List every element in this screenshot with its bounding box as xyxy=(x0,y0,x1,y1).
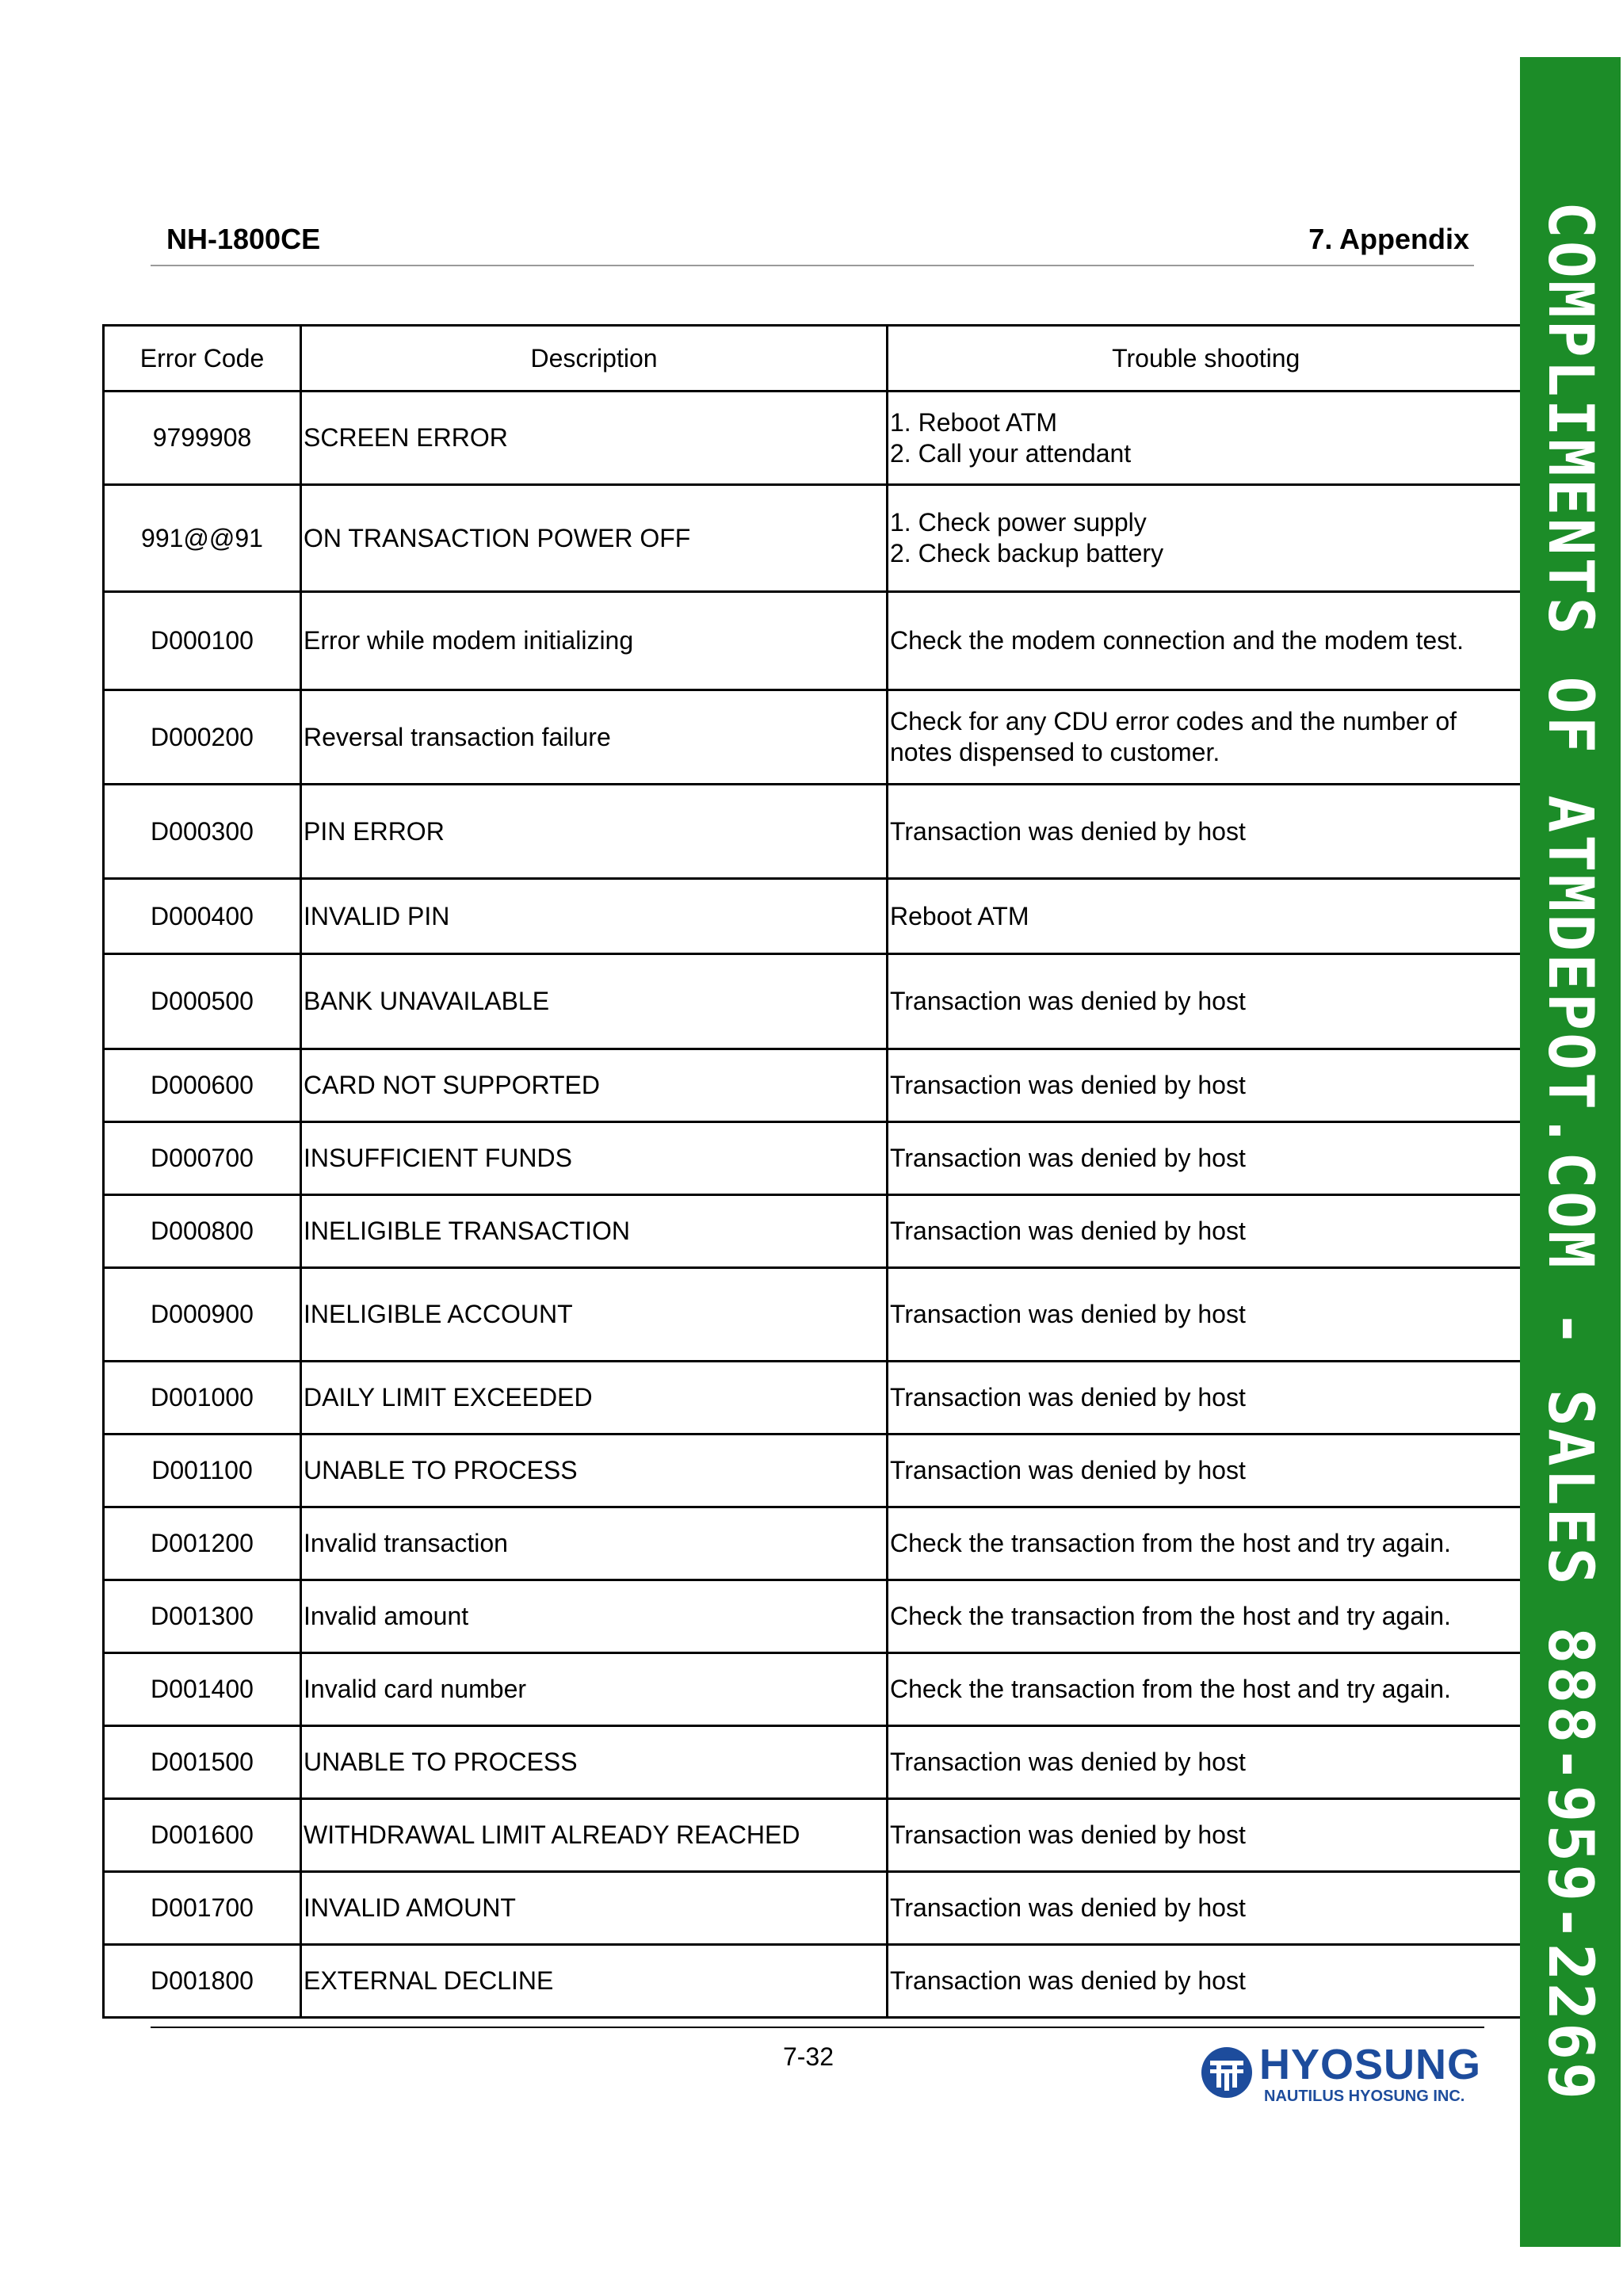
troubleshooting-cell xyxy=(888,879,1524,954)
table-row xyxy=(104,879,1524,954)
troubleshooting-line: Transaction was denied by host xyxy=(890,1893,1246,1922)
troubleshooting-cell xyxy=(888,1049,1524,1122)
error-code-cell: D000900 xyxy=(104,1268,301,1362)
troubleshooting-line: Check the transaction from the host and try again. xyxy=(890,1602,1451,1630)
error-code-cell: D000200 xyxy=(104,690,301,785)
troubleshooting-cell xyxy=(888,1507,1524,1580)
troubleshooting-cell xyxy=(888,1872,1524,1945)
troubleshooting-line: Transaction was denied by host xyxy=(890,1748,1246,1776)
description-cell: WITHDRAWAL LIMIT ALREADY REACHED xyxy=(301,1799,888,1872)
description-cell: INVALID PIN xyxy=(301,879,888,954)
table-row xyxy=(104,1049,1524,1122)
table-header-row xyxy=(104,326,1524,392)
troubleshooting-line: Check the modem connection and the modem test. xyxy=(890,626,1464,655)
page-number: 7-32 xyxy=(782,2042,834,2071)
table-row xyxy=(104,1195,1524,1268)
troubleshooting-cell xyxy=(888,785,1524,879)
troubleshooting-cell xyxy=(888,392,1524,485)
troubleshooting-line: 2. Call your attendant xyxy=(890,438,1132,468)
error-code-cell: D000300 xyxy=(104,785,301,879)
description-cell: BANK UNAVAILABLE xyxy=(301,954,888,1049)
description-cell: Invalid transaction xyxy=(301,1507,888,1580)
error-code-cell: D001400 xyxy=(104,1653,301,1726)
column-header-trouble-shooting: Trouble shooting xyxy=(888,326,1524,392)
troubleshooting-line: Transaction was denied by host xyxy=(890,1217,1246,1245)
troubleshooting-line: notes dispensed to customer. xyxy=(890,738,1220,766)
error-code-cell: D001200 xyxy=(104,1507,301,1580)
error-code-cell: D000500 xyxy=(104,954,301,1049)
troubleshooting-cell xyxy=(888,592,1524,690)
troubleshooting-line: 2. Check backup battery xyxy=(890,539,1164,567)
troubleshooting-line: Transaction was denied by host xyxy=(890,1144,1246,1172)
error-code-cell: D000400 xyxy=(104,879,301,954)
description-cell: INVALID AMOUNT xyxy=(301,1872,888,1945)
error-code-cell: D000100 xyxy=(104,592,301,690)
description-cell: INSUFFICIENT FUNDS xyxy=(301,1122,888,1195)
troubleshooting-line: Transaction was denied by host xyxy=(890,816,1246,846)
error-code-cell: D000700 xyxy=(104,1122,301,1195)
description-cell: PIN ERROR xyxy=(301,785,888,879)
description-cell: ON TRANSACTION POWER OFF xyxy=(301,485,888,592)
logo-subtitle: NAUTILUS HYOSUNG INC. xyxy=(1264,2088,1465,2105)
troubleshooting-line: Check for any CDU error codes and the number of xyxy=(890,707,1457,735)
troubleshooting-line: Transaction was denied by host xyxy=(890,1966,1246,1995)
troubleshooting-line: Transaction was denied by host xyxy=(890,1456,1246,1484)
troubleshooting-cell xyxy=(888,1799,1524,1872)
table-row xyxy=(104,1945,1524,2018)
description-cell: INELIGIBLE ACCOUNT xyxy=(301,1268,888,1362)
troubleshooting-line: 1. Reboot ATM xyxy=(890,407,1058,437)
error-code-cell: D000600 xyxy=(104,1049,301,1122)
column-header-error-code: Error Code xyxy=(104,326,301,392)
troubleshooting-cell xyxy=(888,1195,1524,1268)
table-row xyxy=(104,1653,1524,1726)
description-cell: INELIGIBLE TRANSACTION xyxy=(301,1195,888,1268)
column-header-description: Description xyxy=(301,326,888,392)
error-code-cell: D000800 xyxy=(104,1195,301,1268)
troubleshooting-line: Check the transaction from the host and try again. xyxy=(890,1675,1451,1703)
description-cell: Error while modem initializing xyxy=(301,592,888,690)
table-body xyxy=(104,392,1524,2018)
table-row xyxy=(104,1799,1524,1872)
troubleshooting-cell xyxy=(888,1653,1524,1726)
troubleshooting-line: Transaction was denied by host xyxy=(890,987,1246,1015)
table-row xyxy=(104,392,1524,485)
table-row xyxy=(104,592,1524,690)
troubleshooting-cell xyxy=(888,1726,1524,1799)
troubleshooting-line: Transaction was denied by host xyxy=(890,1300,1246,1328)
error-code-cell: 9799908 xyxy=(104,392,301,485)
description-cell: UNABLE TO PROCESS xyxy=(301,1726,888,1799)
troubleshooting-cell xyxy=(888,1435,1524,1507)
side-banner-text: COMPLIMENTS OF ATMDEPOT.COM - SALES 888-959-2269 xyxy=(1534,201,1606,2103)
error-code-cell: D001300 xyxy=(104,1580,301,1653)
footer-divider xyxy=(151,2027,1484,2028)
table-row xyxy=(104,1580,1524,1653)
troubleshooting-line: 1. Check power supply xyxy=(890,508,1147,537)
troubleshooting-line: Transaction was denied by host xyxy=(890,1383,1246,1412)
troubleshooting-cell xyxy=(888,954,1524,1049)
description-cell: UNABLE TO PROCESS xyxy=(301,1435,888,1507)
table-row xyxy=(104,1362,1524,1435)
error-code-cell: D001600 xyxy=(104,1799,301,1872)
table-row xyxy=(104,485,1524,592)
table-row xyxy=(104,690,1524,785)
troubleshooting-line: Transaction was denied by host xyxy=(890,1071,1246,1099)
hyosung-emblem-icon xyxy=(1199,2045,1254,2100)
troubleshooting-line: Transaction was denied by host xyxy=(890,1820,1246,1849)
error-code-cell: D001700 xyxy=(104,1872,301,1945)
description-cell: DAILY LIMIT EXCEEDED xyxy=(301,1362,888,1435)
section-title: 7. Appendix xyxy=(1308,223,1469,255)
logo-name: HYOSUNG xyxy=(1259,2041,1482,2088)
troubleshooting-cell xyxy=(888,1268,1524,1362)
model-name: NH-1800CE xyxy=(166,223,321,255)
description-cell: SCREEN ERROR xyxy=(301,392,888,485)
table-row xyxy=(104,1268,1524,1362)
troubleshooting-cell xyxy=(888,1122,1524,1195)
error-code-cell: D001100 xyxy=(104,1435,301,1507)
description-cell: Invalid amount xyxy=(301,1580,888,1653)
table-row xyxy=(104,785,1524,879)
troubleshooting-cell xyxy=(888,1945,1524,2018)
error-code-table xyxy=(102,324,1524,2019)
table-row xyxy=(104,1507,1524,1580)
error-code-cell: D001000 xyxy=(104,1362,301,1435)
troubleshooting-cell xyxy=(888,485,1524,592)
description-cell: CARD NOT SUPPORTED xyxy=(301,1049,888,1122)
troubleshooting-line: Reboot ATM xyxy=(890,901,1029,930)
troubleshooting-cell xyxy=(888,690,1524,785)
description-cell: Reversal transaction failure xyxy=(301,690,888,785)
error-code-cell: D001500 xyxy=(104,1726,301,1799)
troubleshooting-cell xyxy=(888,1580,1524,1653)
table-row xyxy=(104,1872,1524,1945)
page-header xyxy=(151,212,1474,266)
description-cell: EXTERNAL DECLINE xyxy=(301,1945,888,2018)
troubleshooting-line: Check the transaction from the host and try again. xyxy=(890,1529,1451,1557)
table-row xyxy=(104,1726,1524,1799)
error-code-cell: 991@@91 xyxy=(104,485,301,592)
table-row xyxy=(104,954,1524,1049)
table-row xyxy=(104,1122,1524,1195)
table-row xyxy=(104,1435,1524,1507)
troubleshooting-cell xyxy=(888,1362,1524,1435)
hyosung-logo xyxy=(1199,2041,1482,2108)
error-code-cell: D001800 xyxy=(104,1945,301,2018)
description-cell: Invalid card number xyxy=(301,1653,888,1726)
